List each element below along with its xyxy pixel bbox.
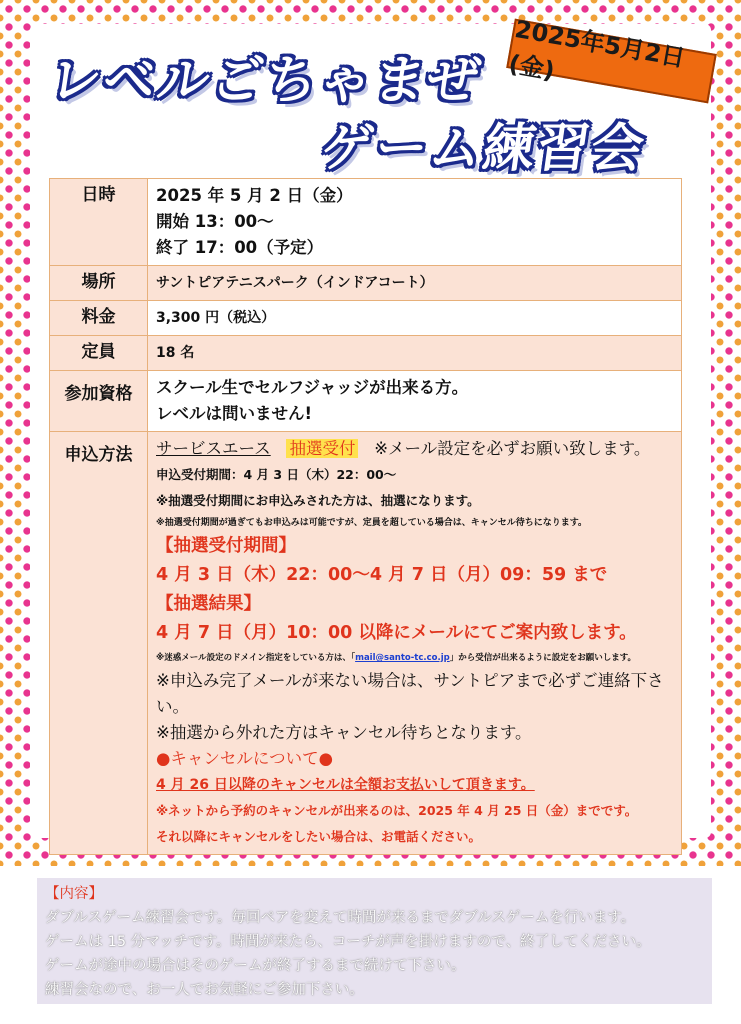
content-line1: ダブルスゲーム練習会です。毎回ペアを変えて時間が来るまでダブルスゲームを行います。 [45,910,636,926]
lottery-period: 4 月 3 日（木）22：00〜4 月 7 日（月）09：59 まで [156,565,608,585]
apply-note3: ※申込み完了メールが来ない場合は、サントピアまで必ずご連絡下さい。 [156,671,664,716]
value-datetime [148,179,682,266]
value-venue: サントピアテニスパーク（インドアコート） [148,266,682,301]
value-fee: 3,300 円（税込） [148,301,682,336]
apply-note4: ※抽選から外れた方はキャンセル待ちとなります。 [156,723,532,742]
end-time: 終了 17：00（予定） [156,238,324,257]
apply-note2: ※抽選受付期間が過ぎてもお申込みは可能ですが、定員を超している場合は、キャンセル待ちになります。 [156,518,588,528]
content-line3: ゲームが途中の場合はそのゲームが終了するまで続けて下さい。 [45,958,466,974]
service-name: サービスエース [156,439,271,458]
label-fee: 料金 [50,301,148,336]
title-line2: ゲーム練習会 [317,119,650,179]
domain-post: 」から受信が出来るように設定をお願いします。 [449,653,637,663]
date-text: 2025 年 5 月 2 日（金） [156,186,353,205]
apply-note1: ※抽選受付期間にお申込みされた方は、抽選になります。 [156,493,480,508]
apply-service-line [156,436,673,462]
cancel-line2: ※ネットから予約のキャンセルが出来るのは、2025 年 4 月 25 日（金）までです。 [156,803,638,818]
cancel-line3: それ以降にキャンセルをしたい場合は、お電話ください。 [156,829,482,844]
eligibility-line1: スクール生でセルフジャッジが出来る方。 [156,378,469,397]
mail-link[interactable]: mail@santo-tc.co.jp [355,653,450,663]
event-info-table [49,178,682,855]
date-badge-text: 2025年5月2日(金) [506,14,688,86]
value-apply [148,432,682,855]
apply-period: 申込受付期間：4 月 3 日（木）22：00〜 [156,467,397,482]
label-datetime: 日時 [50,179,148,266]
label-apply: 申込方法 [50,432,148,855]
row-capacity [50,336,682,371]
label-eligibility: 参加資格 [50,371,148,432]
result-text: 4 月 7 日（月）10：00 以降にメールにてご案内致します。 [156,623,637,643]
title-line1: レベルごちゃまぜ [45,51,486,111]
content-heading: 【内容】 [45,886,103,902]
row-datetime [50,179,682,266]
row-eligibility [50,371,682,432]
start-time: 開始 13：00〜 [156,212,274,231]
mail-note: ※メール設定を必ずお願い致します。 [374,439,651,458]
content-box [37,878,712,1004]
cancel-head: ●キャンセルについて● [156,749,333,768]
lottery-badge: 抽選受付 [286,439,358,458]
content-line2: ゲームは 15 分マッチです。時間が来たら、コーチが声を掛けますので、終了してください。 [45,934,651,950]
row-apply [50,432,682,855]
value-capacity: 18 名 [148,336,682,371]
result-head: 【抽選結果】 [156,594,261,614]
eligibility-line2: レベルは問いません! [156,404,313,423]
row-fee [50,301,682,336]
content-line4: 練習会なので、お一人でお気軽にご参加下さい。 [45,982,364,998]
lottery-period-head: 【抽選受付期間】 [156,536,296,556]
value-eligibility [148,371,682,432]
label-capacity: 定員 [50,336,148,371]
row-venue [50,266,682,301]
domain-pre: ※迷惑メール設定のドメイン指定をしている方は、「 [156,653,356,663]
domain-note [156,648,673,668]
label-venue: 場所 [50,266,148,301]
cancel-line1: 4 月 26 日以降のキャンセルは全額お支払いして頂きます。 [156,777,535,793]
